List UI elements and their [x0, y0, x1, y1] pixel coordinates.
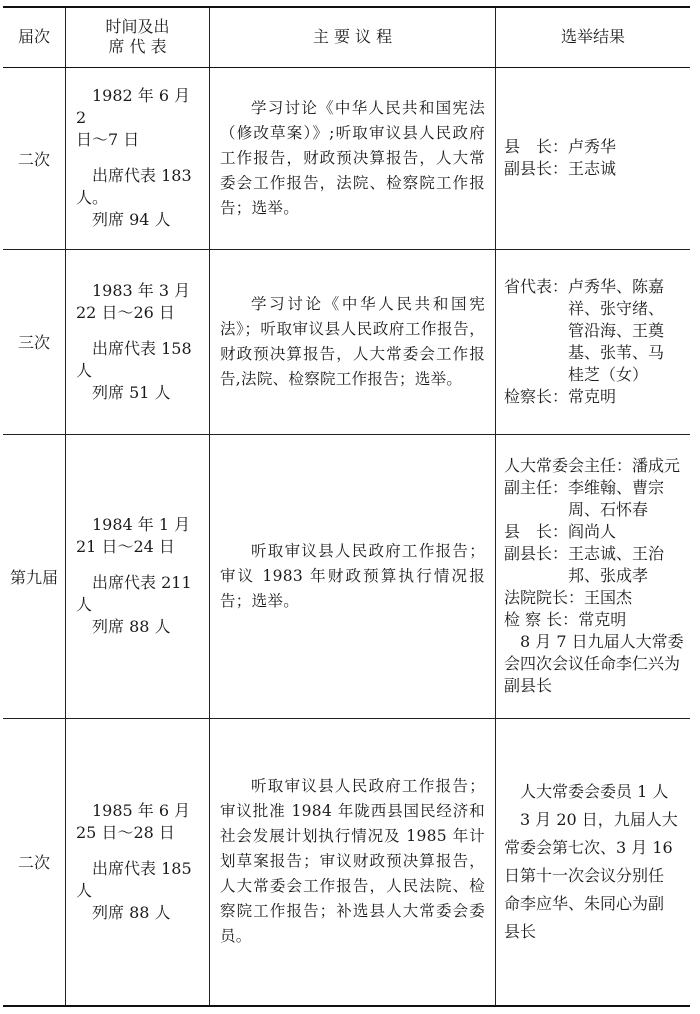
attendance-line: 人	[76, 360, 93, 380]
attendance-line: 人	[76, 595, 93, 614]
header-result: 选举结果	[496, 7, 691, 67]
observers-line: 列席 51 人	[92, 382, 171, 402]
agenda-cell: 听取审议县人民政府工作报告；审议批准 1984 年陇西县国民经济和社会发展计划执行情况及 1985 年计划草案报告；审议财政预决算报告，人大常委会工作报告，人民法院、检察院工作报告；补选县人大常委会委员。	[210, 718, 496, 1006]
agenda-cell: 学习讨论《中华人民共和国宪法（修改草案）》;听取审议县人民政府工作报告，财政预决算报告，人大常委会工作报告，法院、检察院工作报告；选举。	[210, 67, 496, 249]
result-line: 检 察 长：常克明	[504, 610, 627, 629]
date-line: 1983 年 3 月	[92, 280, 191, 300]
result-line: 县 长：阎尚人	[504, 522, 617, 541]
result-continuation: 周、石怀春	[568, 500, 649, 519]
attendance-line: 人	[76, 880, 93, 900]
table-row	[3, 249, 690, 434]
header-time-line2: 席 代 表	[108, 37, 167, 57]
result-line: 副主任：李维翰、曹宗	[504, 478, 665, 497]
result-note: 8 月 7 日九届人大常委会四次会议任命李仁兴为副县长	[504, 632, 684, 695]
result-continuation: 桂芝（女）	[568, 364, 649, 384]
attendance-line: 出席代表 185	[92, 858, 192, 878]
header-row	[3, 7, 690, 67]
date-line: 1984 年 1 月	[92, 515, 191, 534]
observers-line: 列席 88 人	[92, 902, 171, 922]
result-cell	[496, 434, 691, 718]
result-line: 省代表：卢秀华、陈嘉	[504, 276, 665, 296]
header-agenda: 主 要 议 程	[210, 7, 496, 67]
result-continuation: 邦、张成孝	[568, 566, 649, 585]
session-cell: 第九届	[3, 434, 66, 718]
table-row	[3, 718, 690, 1006]
header-time	[66, 7, 210, 67]
observers-line: 列席 94 人	[92, 210, 171, 229]
table-row	[3, 434, 690, 718]
date-line: 25 日～28 日	[76, 822, 175, 842]
result-note: 3 月 20 日，九届人大常委会第七次、3 月 16 日第十一次会议分别任命李应华、朱同心为副县长	[504, 809, 678, 941]
result-line: 县 长：卢秀华	[504, 137, 617, 156]
result-continuation: 祥、张守绪、	[568, 298, 665, 318]
result-line: 副县长：王志诚、王治	[504, 544, 665, 563]
header-time-line1: 时间及出	[105, 17, 170, 37]
date-line: 1985 年 6 月	[92, 800, 191, 820]
date-cell	[66, 434, 210, 718]
date-cell	[66, 718, 210, 1006]
session-cell: 二次	[3, 718, 66, 1006]
header-session: 届次	[3, 7, 66, 67]
result-line: 法院院长：王国杰	[504, 588, 633, 607]
observers-line: 列席 88 人	[92, 617, 171, 636]
result-note: 人大常委会委员 1 人	[520, 781, 669, 801]
date-cell	[66, 67, 210, 249]
date-line: 1982 年 6 月 2	[76, 86, 191, 127]
result-cell	[496, 67, 691, 249]
result-cell	[496, 249, 691, 434]
date-line: 21 日～24 日	[76, 537, 175, 556]
result-line: 人大常委会主任：潘成元	[504, 456, 681, 475]
date-line: 日～7 日	[76, 130, 140, 149]
result-line: 副县长：王志诚	[504, 159, 617, 178]
session-cell: 二次	[3, 67, 66, 249]
attendance-line: 人。	[76, 188, 109, 207]
result-line: 检察长：常克明	[504, 386, 617, 406]
attendance-line: 出席代表 158	[92, 338, 192, 358]
attendance-line: 出席代表 183	[92, 166, 192, 185]
agenda-cell: 听取审议县人民政府工作报告；审议 1983 年财政预算执行情况报告；选举。	[210, 434, 496, 718]
date-cell	[66, 249, 210, 434]
table-row	[3, 67, 690, 249]
attendance-line: 出席代表 211	[92, 573, 192, 592]
date-line: 22 日～26 日	[76, 302, 175, 322]
session-cell: 三次	[3, 249, 66, 434]
result-continuation: 基、张苇、马	[568, 342, 665, 362]
result-cell	[496, 718, 691, 1006]
result-continuation: 管沿海、王奠	[568, 320, 665, 340]
election-table	[3, 6, 690, 1007]
agenda-cell: 学习讨论《中华人民共和国宪法》；听取审议县人民政府工作报告，财政预决算报告，人大常委会工作报告,法院、检察院工作报告；选举。	[210, 249, 496, 434]
